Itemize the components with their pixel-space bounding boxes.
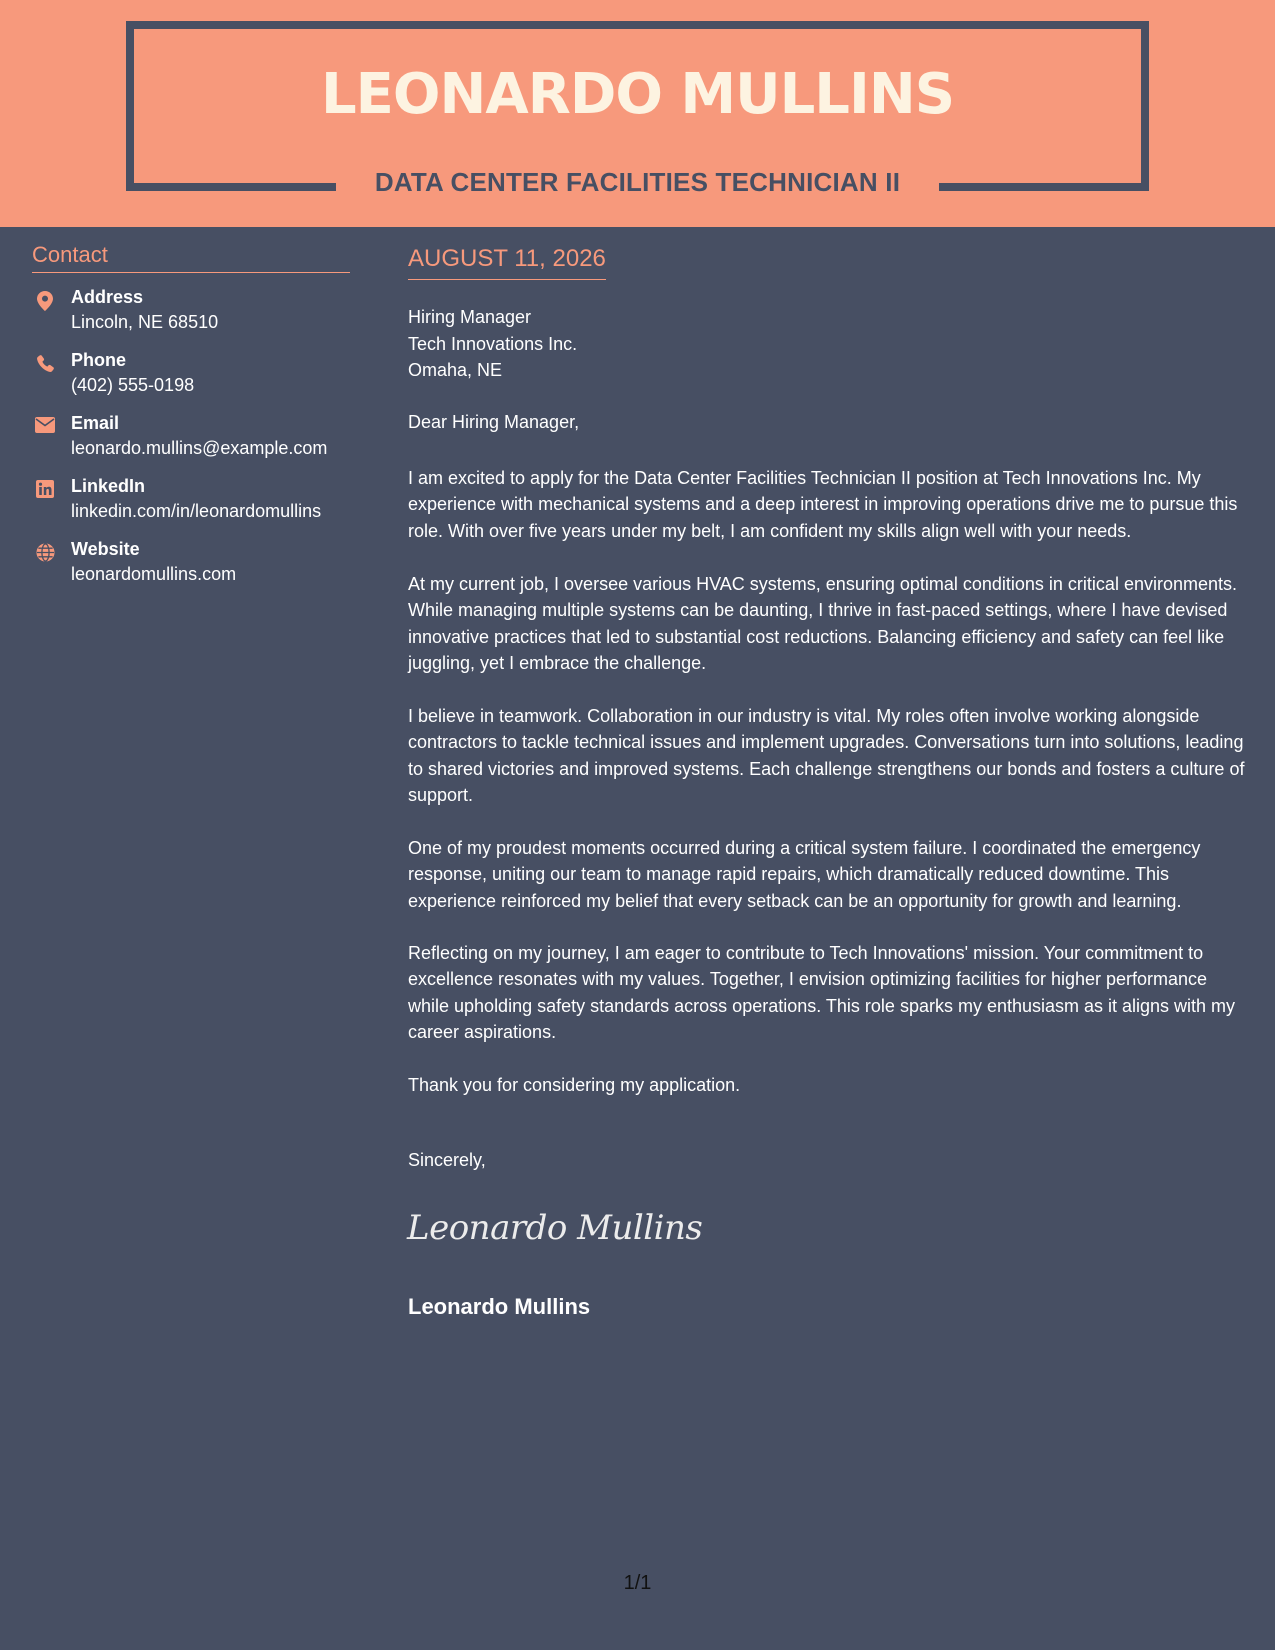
contact-value: (402) 555-0198 (71, 375, 195, 395)
job-title: DATA CENTER FACILITIES TECHNICIAN II (374, 167, 901, 197)
recipient-location: Omaha, NE (408, 360, 503, 380)
contact-value: Lincoln, NE 68510 (71, 312, 219, 332)
letter-paragraph: I am excited to apply for the Data Center Facilities Technician II position at Tech Innovations Inc. My experience with mechanical systems and a deep interest in improving operations drive me to pursue this role. With over five years under my belt, I am confident my skills align well with your needs. (408, 468, 1238, 541)
letter-paragraph: Reflecting on my journey, I am eager to contribute to Tech Innovations' mission. Your commitment to excellence resonates with my values. Together, I envision optimizing facilities for higher performance while upholding safety standards across operations. This role sparks my enthusiasm as it aligns with my career aspirations. (408, 943, 1236, 1043)
contact-label: Email (71, 413, 120, 433)
contact-value: leonardo.mullins@example.com (71, 438, 328, 458)
recipient-title: Hiring Manager (408, 307, 532, 327)
page-number: 1/1 (623, 1572, 652, 1594)
globe-icon (32, 543, 58, 565)
recipient-company: Tech Innovations Inc. (408, 333, 578, 354)
signature: Leonardo Mullins (407, 1208, 703, 1248)
linkedin-icon (32, 480, 58, 502)
contact-label: LinkedIn (71, 476, 146, 496)
letter-paragraph: One of my proudest moments occurred during a critical system failure. I coordinated the emergency response, uniting our team to manage rapid repairs, which dramatically reduced downtime. This experience reinforced my belief that every setback can be an opportunity for growth and learning. (408, 838, 1201, 911)
recipient-block (408, 304, 577, 384)
contact-label: Address (71, 287, 144, 307)
contact-label: Website (71, 539, 140, 559)
letter-date: AUGUST 11, 2026 (408, 245, 606, 280)
salutation: Dear Hiring Manager, (408, 412, 580, 432)
map-pin-icon (32, 291, 58, 313)
signer-name: Leonardo Mullins (408, 1294, 591, 1319)
header-banner (0, 0, 1275, 227)
contact-label: Phone (71, 350, 127, 370)
envelope-icon (32, 417, 58, 439)
applicant-name: LEONARDO MULLINS (320, 62, 955, 127)
phone-icon (32, 354, 58, 376)
closing: Sincerely, (408, 1150, 486, 1170)
contact-heading: Contact (32, 242, 350, 273)
letter-paragraph: Thank you for considering my application. (408, 1075, 741, 1095)
letter-paragraph: At my current job, I oversee various HVAC systems, ensuring optimal conditions in critical environments. While managing multiple systems can be daunting, I thrive in fast-paced settings, where I have devised innovative practices that led to substantial cost reductions. Balancing efficiency and safety can feel like juggling, yet I embrace the challenge. (408, 574, 1237, 674)
contact-value: linkedin.com/in/leonardomullins (71, 501, 322, 521)
letter-paragraph: I believe in teamwork. Collaboration in our industry is vital. My roles often involve working alongside contractors to tackle technical issues and implement upgrades. Conversations turn into solutions, leading to shared victories and improved systems. Each challenge strengthens our bonds and fosters a culture of support. (408, 706, 1245, 806)
contact-value: leonardomullins.com (71, 564, 237, 584)
